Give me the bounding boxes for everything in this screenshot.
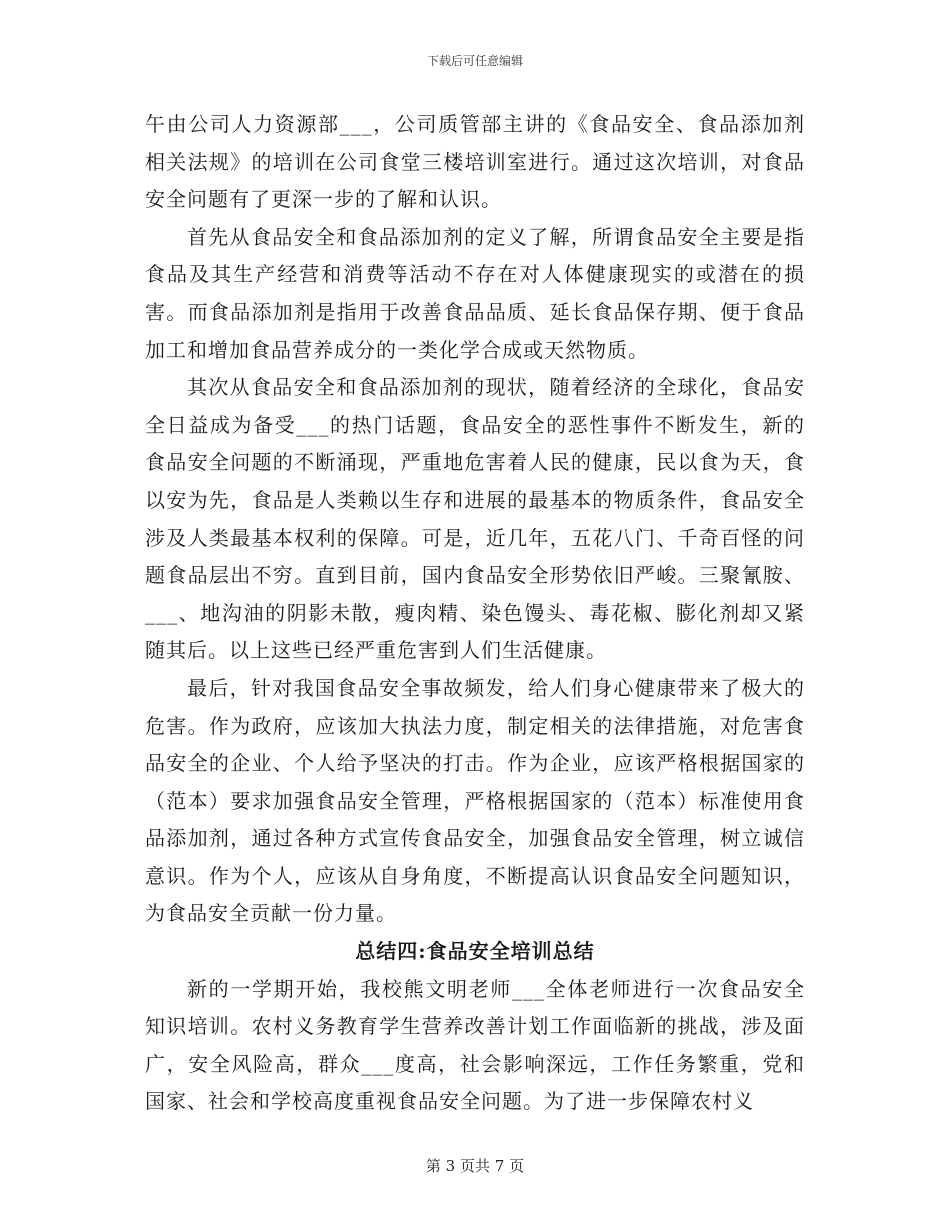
paragraph-measures: 最后，针对我国食品安全事故频发，给人们身心健康带来了极大的危害。作为政府，应该加大执法力度，制定相关的法律措施，对危害食品安全的企业、个人给予坚决的打击。作为企业，应该严格根据国家的（范本）要求加强食品安全管理，严格根据国家的（范本）标准使用食品添加剂，通过各种方式宣传食品安全，加强食品安全管理，树立诚信意识。作为个人，应该从自身角度，不断提高认识食品安全问题知识，为食品安全贡献一份力量。 bbox=[145, 675, 805, 926]
paragraph-continuation: 午由公司人力资源部___，公司质管部主讲的《食品安全、食品添加剂相关法规》的培训在公司食堂三楼培训室进行。通过这次培训，对食品安全问题有了更深一步的了解和认识。 bbox=[145, 112, 805, 212]
document-body bbox=[145, 106, 805, 1121]
paragraph-section-intro: 新的一学期开始，我校熊文明老师___全体老师进行一次食品安全知识培训。农村义务教育学生营养改善计划工作面临新的挑战，涉及面广，安全风险高，群众___度高，社会影响深远，工作任务繁重，党和国家、社会和学校高度重视食品安全问题。为了进一步保障农村义 bbox=[145, 976, 805, 1114]
section-title: 总结四:食品安全培训总结 bbox=[355, 939, 595, 964]
page-header: 下载后可任意编辑 bbox=[426, 54, 523, 68]
paragraph-definition: 首先从食品安全和食品添加剂的定义了解，所谓食品安全主要是指食品及其生产经营和消费等活动不存在对人体健康现实的或潜在的损害。而食品添加剂是指用于改善食品品质、延长食品保存期、便于食品加工和增加食品营养成分的一类化学合成或天然物质。 bbox=[145, 224, 805, 362]
page-number: 第 3 页共 7 页 bbox=[425, 1157, 525, 1175]
paragraph-current-situation: 其次从食品安全和食品添加剂的现状，随着经济的全球化，食品安全日益成为备受___的热门话题，食品安全的恶性事件不断发生，新的食品安全问题的不断涌现，严重地危害着人民的健康，民以食为天，食以安为先，食品是人类赖以生存和进展的最基本的物质条件，食品安全涉及人类最基本权利的保障。可是，近几年，五花八门、千奇百怪的问题食品层出不穷。直到目前，国内食品安全形势依旧严峻。三聚氰胺、___、地沟油的阴影未散，瘦肉精、染色馒头、毒花椒、膨化剂却又紧随其后。以上这些已经严重危害到人们生活健康。 bbox=[145, 375, 805, 663]
